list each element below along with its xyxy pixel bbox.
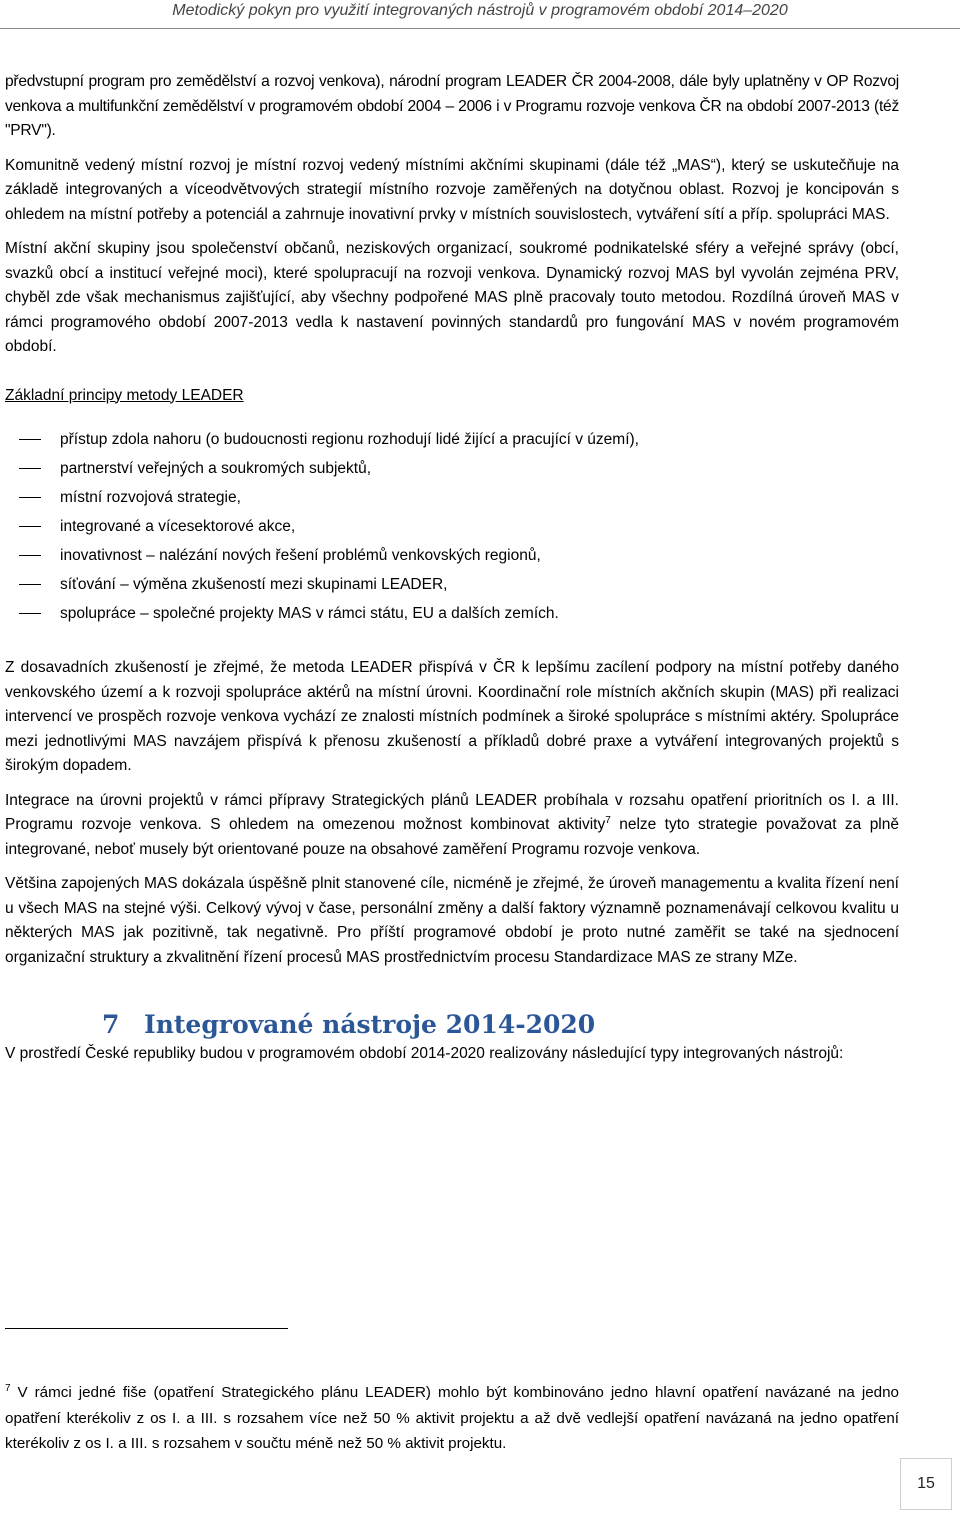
list-item: partnerství veřejných a soukromých subjektů, [5,454,899,483]
paragraph-5 [5,789,899,863]
principles-list [5,425,899,628]
header-title: Metodický pokyn pro využití integrovaných nástrojů v programovém období 2014–2020 [172,2,788,19]
footnote-reference[interactable]: 7 [605,814,611,826]
list-item: inovativnost – nalézání nových řešení problémů venkovských regionů, [5,541,899,570]
paragraph-6: Většina zapojených MAS dokázala úspěšně plnit stanovené cíle, nicméně je zřejmé, že úroveň managementu a kvalita řízení není u všech MAS na stejné výši. Celkový vývoj v čase, personální změny a další faktory významně poznamenávají celkovou kvalitu u některých MAS jak pozitivně, tak negativně. Pro příští programové období je proto nutné zaměřit se také na sjednocení organizační struktury a zkvalitnění řízení procesů MAS prostřednictvím procesu Standardizace MAS ze strany MZe. [5,875,899,966]
list-item: integrované a vícesektorové akce, [5,512,899,541]
paragraph-2: Komunitně vedený místní rozvoj je místní rozvoj vedený místními akčními skupinami (dále též „MAS“), který se uskutečňuje na základě integrovaných a víceodvětvových strategií místního rozvoje zaměřených na dotyčnou oblast. Rozvoj je koncipován s ohledem na místní potřeby a potenciál a zahrnuje inovativní prvky v místních souvislostech, vytváření sítí a příp. spolupráci MAS. [5,156,899,223]
footnote-divider [5,1328,288,1329]
page-body [5,70,899,1077]
list-item: přístup zdola nahoru (o budoucnosti regionu rozhodují lidé žijící a pracující v území), [5,425,899,454]
page-header [0,0,960,30]
chapter-number: 7 [102,1010,120,1039]
footnote-number: 7 [5,1382,11,1394]
section-title: Základní principy metody LEADER [5,386,244,404]
page-number-label: 15 [917,1475,935,1492]
paragraph-5-part-2: nelze tyto strategie považovat za plně integrované, neboť musely být orientované pouze na obsahové zaměření Programu rozvoje venkova. [5,816,899,858]
list-item: místní rozvojová strategie, [5,483,899,512]
footnote-text: V rámci jedné fiše (opatření Strategického plánu LEADER) mohlo být kombinováno jedno hlavní opatření navázané na jedno opatření kterékoliv z os I. a III. s rozsahem více než 50 % aktivit projektu a až dvě vedlejší opatření navázaná na jedno opatření kterékoliv z os I. a III. s rozsahem v součtu méně než 50 % aktivit projektu. [5,1384,899,1452]
page-number [900,1458,952,1510]
paragraph-5-part-1: Integrace na úrovni projektů v rámci přípravy Strategických plánů LEADER probíhala v rozsahu opatření prioritních os I. a III. Programu rozvoje venkova. S ohledem na omezenou možnost kombinovat aktivity [5,791,899,833]
paragraph-7: V prostředí České republiky budou v programovém období 2014-2020 realizovány následující typy integrovaných nástrojů: [5,1045,844,1062]
list-item: spolupráce – společné projekty MAS v rámci státu, EU a dalších zemích. [5,599,899,628]
header-divider [0,28,960,29]
chapter-title: Integrované nástroje 2014-2020 [144,1010,596,1039]
paragraph-1: předvstupní program pro zemědělství a rozvoj venkova), národní program LEADER ČR 2004-2008, dále byly uplatněny v OP Rozvoj venkova a multifunkční zemědělství v programovém období 2004 – 2006 i v Programu rozvoje venkova ČR na období 2007-2013 (též "PRV"). [5,73,899,139]
list-item: síťování – výměna zkušeností mezi skupinami LEADER, [5,570,899,599]
paragraph-3: Místní akční skupiny jsou společenství občanů, neziskových organizací, soukromé podnikatelské sféry a veřejné správy (obcí, svazků obcí a institucí veřejné moci), které spolupracují na rozvoji venkova. Dynamický rozvoj MAS byl vyvolán zejména PRV, chyběl zde však mechanismus zajišťující, aby všechny podpořené MAS plně pracovaly touto metodou. Rozdílná úroveň MAS v rámci programového období 2007-2013 vedla k nastavení povinných standardů pro fungování MAS v novém programovém období. [5,240,899,355]
chapter-heading [5,1008,899,1042]
paragraph-4: Z dosavadních zkušeností je zřejmé, že metoda LEADER přispívá v ČR k lepšímu zacílení podpory na místní potřeby daného venkovského území a k rozvoji spolupráce aktérů na místní úrovni. Koordinační role místních akčních skupin (MAS) při realizaci intervencí ve prospěch rozvoje venkova vychází ze znalosti místních podmínek a široké spolupráce s místními aktéry. Spolupráce mezi jednotlivými MAS navzájem přispívá k přenosu zkušeností a příkladů dobré praxe a vytváření integrovaných projektů s širokým dopadem. [5,659,899,774]
footnote [5,1380,899,1457]
